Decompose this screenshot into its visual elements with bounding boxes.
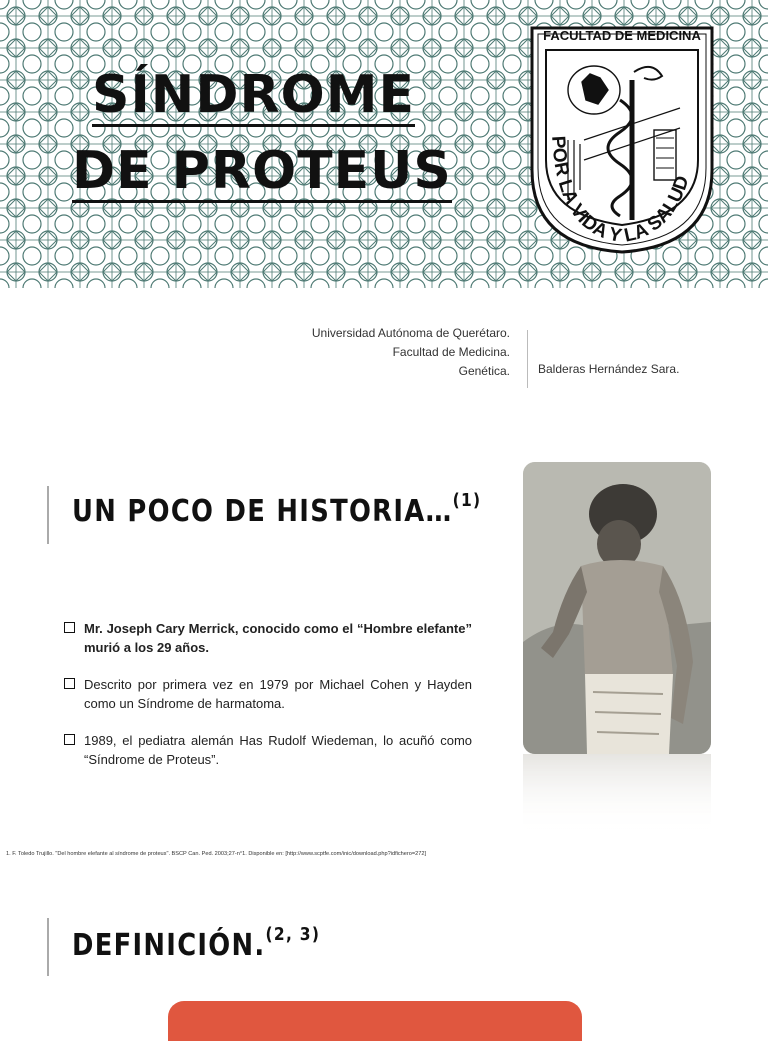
definicion-title: DEFINICIÓN.: [72, 928, 266, 963]
definicion-ref: (2, 3): [265, 924, 321, 945]
bullet-text: Descrito por primera vez en 1979 por Michael Cohen y Hayden como un Síndrome de harmatoma.: [84, 677, 472, 711]
author-name: Balderas Hernández Sara.: [538, 362, 680, 376]
info-subject: Genética.: [458, 364, 510, 378]
seal-top-text: FACULTAD DE MEDICINA: [543, 28, 701, 43]
bullet-text: 1989, el pediatra alemán Has Rudolf Wiedeman, lo acuñó como “Síndrome de Proteus”.: [84, 733, 472, 767]
bullet-text: Mr. Joseph Cary Merrick, conocido como el “Hombre elefante” murió a los 29 años.: [84, 621, 472, 655]
historia-ref: (1): [452, 490, 482, 511]
faculty-seal-logo: [524, 20, 720, 256]
list-item: [64, 731, 472, 769]
institution-info: [250, 324, 510, 381]
merrick-photo: [523, 462, 711, 754]
checkbox-bullet-icon: [64, 678, 75, 689]
title-line-2: DE PROTEUS: [72, 141, 452, 201]
reference-footnote: 1. F. Toledo Trujillo. "Del hombre elefante al síndrome de proteus". BSCP Can. Ped. 2003;27-n°1. Disponible en: [http://www.scptfe.com/inic/download.php?idfichero=272]: [6, 851, 427, 857]
section-accent-bar: [47, 918, 49, 976]
seal-motto: POR LA VIDA Y LA SALUD: [547, 135, 694, 248]
info-university: Universidad Autónoma de Querétaro.: [311, 326, 510, 340]
list-item: [64, 675, 472, 713]
historia-title: UN POCO DE HISTORIA…: [72, 494, 453, 529]
title-line-1: SÍNDROME: [92, 65, 415, 125]
historia-heading: [72, 490, 482, 529]
info-faculty: Facultad de Medicina.: [392, 345, 510, 359]
historia-bullet-list: [64, 619, 472, 769]
merrick-photo-reflection: [523, 754, 711, 834]
title-banner: [0, 0, 768, 288]
checkbox-bullet-icon: [64, 622, 75, 633]
checkbox-bullet-icon: [64, 734, 75, 745]
info-divider: [527, 330, 528, 388]
definicion-heading: [72, 924, 321, 963]
section-accent-bar: [47, 486, 49, 544]
list-item: [64, 619, 472, 657]
definition-content-box: [168, 1001, 582, 1041]
